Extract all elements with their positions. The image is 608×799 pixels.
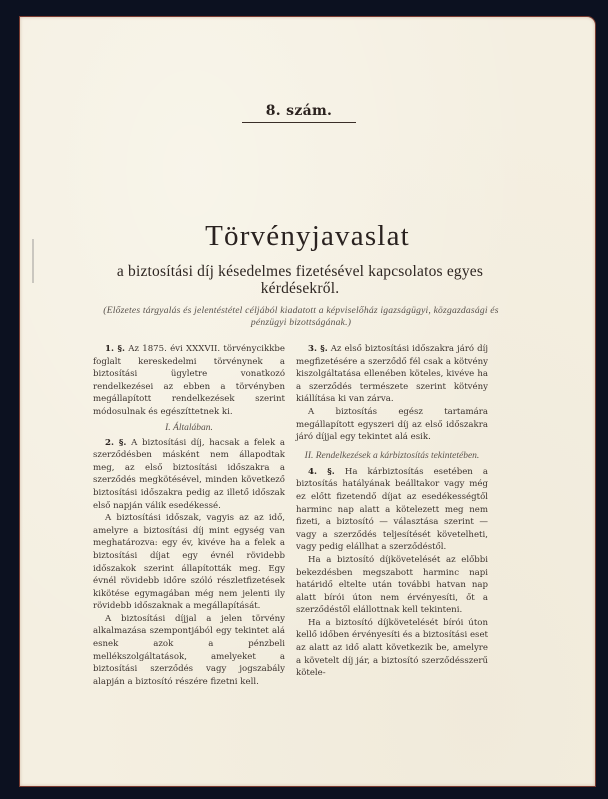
section-1	[93, 343, 285, 419]
paragraph: Ha a biztosító díjkövetelését az előbbi bekezdésben megszabott harminc napi határidő elteltе után további hatvan nap alatt bírói úton nem érvényesíti, őt a szerződéstől elállottnak kell tekinteni.	[296, 554, 488, 616]
section-text: Az első biztosítási időszakra járó díj megfizetésére a szerződő fél csak a kötvény kiszolgáltatása ellenében köteles, kivéve ha a szerződés természete szerint kötvény kiállítása ki van zárva.	[296, 344, 489, 405]
section-3	[296, 343, 488, 406]
section-text: A biztosítási díj, hacsak a felek a szerződésben másként nem állapodtak meg, az első biztosítási időszakra a szerződés megkötésével, minden következő biztosítási időszakra pedig az illető időszak első napján válik esedékessé.	[93, 437, 285, 511]
section-mark: 3. §.	[308, 344, 328, 354]
section-mark: 1. §.	[105, 344, 125, 354]
section-2	[93, 437, 285, 513]
paragraph: A biztosítás egész tartamára megállapított egyszeri díj az első időszakra járó díjjal egy tekintet alá esik.	[296, 406, 488, 443]
paragraph: Ha a biztosító díjkövetelését bírói úton kellő időben érvényesíti és a biztosítási eset az alatt az idő alatt következik be, amelyre a követelt díj jár, a biztosító szerződésszerű kötele-	[296, 617, 488, 679]
paragraph: A biztosítási díjjal a jelen törvény alkalmazása szempontjából egy tekintet alá esnek azok a pénzbeli mellékszolgáltatások, amelyeket a biztosítási szerződés vagy jogszabály alapján a biztosító részére fizetni kell.	[93, 613, 285, 687]
chapter-heading: II. Rendelkezések a kárbiztosítás tekintetében.	[304, 450, 480, 461]
document-subtitle: a biztosítási díj késedelmes fizetésével kapcsolatos egyes kérdésekről.	[116, 263, 484, 297]
document-title: Törvényjavaslat	[205, 220, 410, 252]
right-column	[296, 343, 488, 680]
chapter-heading: I. Általában.	[165, 422, 213, 433]
section-mark: 2. §.	[105, 437, 127, 448]
section-text: Az 1875. évi XXXVII. törvénycikkbe foglalt kereskedelmi törvénynek a biztosítási ügyletre vonatkozó rendelkezései az ebben a törvényben megállapított rendelkezések szerint módosulnak és egészíttetnek ki.	[93, 344, 286, 417]
section-text: Ha kárbiztosítás esetében a biztosítás hatályának beálltakor vagy még ez előtt fizetendő díjat az esedékességtől harminc nap alatt a kötelezett meg nem fizeti, a biztosító — választása szerint — vagy a szerződés teljesítését követelheti, vagy pedig elállhat a szerződéstől.	[296, 466, 488, 553]
document-note: (Előzetes tárgyalás és jelentéstétel céljából kiadatott a képviselőház igazságügyi, közgazdasági és pénzügyi bizottságának.)	[103, 305, 499, 328]
document-page	[20, 17, 595, 786]
left-column	[93, 343, 285, 688]
paragraph: A biztosítási időszak, vagyis az az idő, amelyre a biztosítási díj mint egység van meghatározva: egy év, kivéve ha a felek a biztosítási díjat egy évnél rövidebb időszakok szerint állapították meg. Egy évnél rövidebb időre szóló részletfizetések kikötése egymagában még nem jelenti ily rövidebb időszaknak a megállapítását.	[93, 513, 285, 612]
section-mark: 4. §.	[308, 466, 335, 477]
section-4	[296, 466, 488, 554]
document-number: 8. szám.	[242, 103, 356, 123]
